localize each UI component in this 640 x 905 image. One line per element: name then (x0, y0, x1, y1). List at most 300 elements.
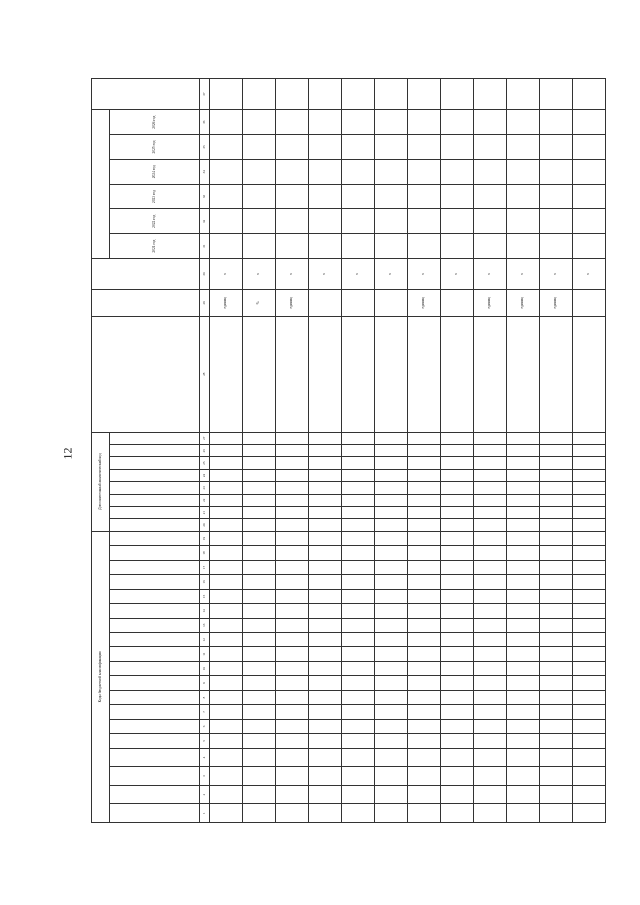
code-cell (210, 531, 243, 546)
value-cell (210, 159, 243, 184)
code-cell (507, 432, 540, 444)
column-number: 2 (200, 785, 210, 804)
code-cell (507, 618, 540, 632)
code-cell (375, 719, 408, 733)
code-cell (573, 719, 606, 733)
code-cell (540, 633, 573, 647)
value-cell (408, 159, 441, 184)
code-cell (474, 531, 507, 546)
code-cell (441, 589, 474, 603)
code-cell (210, 633, 243, 647)
code-cell (309, 457, 342, 469)
value-cell (474, 209, 507, 234)
target-cell (474, 79, 507, 110)
code-cell (342, 719, 375, 733)
code-cell (375, 457, 408, 469)
table-row (276, 79, 309, 823)
code-cell (507, 804, 540, 823)
value-cell (573, 209, 606, 234)
code-subheader (110, 785, 200, 804)
code-cell (243, 575, 276, 589)
code-cell (540, 506, 573, 518)
code-cell (375, 676, 408, 690)
code-cell (276, 560, 309, 574)
code-cell (309, 661, 342, 675)
code-cell (309, 494, 342, 506)
column-number: 7 (200, 705, 210, 719)
code-cell (243, 676, 276, 690)
code-cell (507, 633, 540, 647)
code-cell (342, 457, 375, 469)
code-cell (540, 748, 573, 767)
value-cell (243, 159, 276, 184)
code-cell (573, 469, 606, 481)
code-cell (507, 531, 540, 546)
code-cell (408, 804, 441, 823)
table-container (91, 78, 591, 823)
code-cell (474, 705, 507, 719)
unit-cell: единиц (507, 290, 540, 317)
value-cell (474, 184, 507, 209)
table-row (210, 79, 243, 823)
code-cell (342, 494, 375, 506)
strategic-cell: х (276, 259, 309, 290)
code-cell (507, 560, 540, 574)
code-cell (474, 647, 507, 661)
code-subheader (110, 618, 200, 632)
code-cell (474, 546, 507, 560)
code-cell (276, 604, 309, 618)
code-cell (441, 575, 474, 589)
value-cell (375, 234, 408, 259)
code-cell (342, 767, 375, 786)
code-cell (210, 618, 243, 632)
unit-cell (309, 290, 342, 317)
value-cell (540, 184, 573, 209)
column-number: 14 (200, 604, 210, 618)
code-cell (408, 719, 441, 733)
code-cell (441, 546, 474, 560)
strategic-cell: х (243, 259, 276, 290)
code-cell (540, 546, 573, 560)
code-cell (276, 531, 309, 546)
value-cell (441, 110, 474, 135)
code-cell (243, 647, 276, 661)
code-cell (441, 785, 474, 804)
code-cell (276, 748, 309, 767)
column-number: 29 (200, 290, 210, 317)
code-cell (573, 506, 606, 518)
value-cell (309, 234, 342, 259)
code-cell (507, 445, 540, 457)
code-cell (573, 676, 606, 690)
code-cell (375, 633, 408, 647)
code-cell (276, 785, 309, 804)
code-subheader (110, 506, 200, 518)
column-number: 9 (200, 676, 210, 690)
indicator-name (375, 316, 408, 432)
code-cell (474, 560, 507, 574)
code-cell (540, 482, 573, 494)
code-cell (243, 734, 276, 748)
value-cell (276, 209, 309, 234)
code-cell (276, 618, 309, 632)
code-cell (507, 661, 540, 675)
column-number: 8 (200, 690, 210, 704)
code-cell (540, 445, 573, 457)
code-subheader (110, 432, 200, 444)
code-cell (408, 589, 441, 603)
code-cell (342, 604, 375, 618)
code-cell (474, 469, 507, 481)
code-cell (540, 719, 573, 733)
table-row (342, 79, 375, 823)
code-cell (441, 734, 474, 748)
value-cell (540, 110, 573, 135)
code-cell (573, 804, 606, 823)
column-number: 23 (200, 482, 210, 494)
column-number: 28 (200, 316, 210, 432)
code-cell (243, 546, 276, 560)
code-cell (408, 531, 441, 546)
value-cell (474, 135, 507, 160)
unit-cell: единиц (540, 290, 573, 317)
code-cell (342, 519, 375, 531)
code-cell (474, 506, 507, 518)
column-number: 32 (200, 209, 210, 234)
value-cell (408, 209, 441, 234)
value-cell (342, 209, 375, 234)
code-cell (474, 734, 507, 748)
strategic-cell: х (309, 259, 342, 290)
code-cell (210, 719, 243, 733)
code-cell (474, 748, 507, 767)
code-cell (540, 705, 573, 719)
table-row (309, 79, 342, 823)
strategic-cell: х (408, 259, 441, 290)
code-cell (540, 589, 573, 603)
code-subheader (110, 690, 200, 704)
year-header: 2025 год (110, 135, 200, 160)
target-cell (408, 79, 441, 110)
target-header (92, 79, 200, 110)
code-cell (276, 767, 309, 786)
code-cell (342, 804, 375, 823)
code-cell (441, 560, 474, 574)
code-cell (243, 767, 276, 786)
code-cell (474, 604, 507, 618)
code-cell (540, 575, 573, 589)
code-cell (507, 604, 540, 618)
code-cell (342, 734, 375, 748)
column-number: 13 (200, 618, 210, 632)
code-cell (210, 748, 243, 767)
value-cell (309, 184, 342, 209)
value-cell (309, 110, 342, 135)
code-cell (342, 705, 375, 719)
code-cell (573, 604, 606, 618)
code-cell (540, 604, 573, 618)
code-cell (243, 604, 276, 618)
code-cell (210, 432, 243, 444)
code-cell (309, 432, 342, 444)
code-cell (375, 575, 408, 589)
code-cell (342, 633, 375, 647)
code-cell (441, 705, 474, 719)
code-cell (540, 767, 573, 786)
code-cell (441, 506, 474, 518)
code-cell (573, 647, 606, 661)
code-cell (474, 661, 507, 675)
code-cell (342, 531, 375, 546)
value-cell (309, 159, 342, 184)
code-cell (507, 647, 540, 661)
code-cell (276, 546, 309, 560)
code-cell (243, 589, 276, 603)
indicator-name (573, 316, 606, 432)
code-cell (309, 804, 342, 823)
code-cell (243, 506, 276, 518)
value-cell (573, 159, 606, 184)
code-cell (309, 719, 342, 733)
code-cell (309, 647, 342, 661)
code-cell (573, 618, 606, 632)
indicator-name (276, 316, 309, 432)
code-cell (210, 604, 243, 618)
target-cell (276, 79, 309, 110)
strategic-cell: х (573, 259, 606, 290)
code-cell (375, 647, 408, 661)
code-cell (309, 676, 342, 690)
code-cell (507, 506, 540, 518)
code-cell (375, 734, 408, 748)
code-cell (540, 457, 573, 469)
rotated-sheet (91, 78, 591, 823)
code-cell (375, 546, 408, 560)
code-cell (441, 647, 474, 661)
code-subheader (110, 482, 200, 494)
column-number: 22 (200, 494, 210, 506)
code-cell (276, 804, 309, 823)
code-cell (408, 482, 441, 494)
unit-cell: единиц (474, 290, 507, 317)
code-cell (441, 469, 474, 481)
code-cell (408, 445, 441, 457)
code-cell (276, 633, 309, 647)
indicator-name-header (92, 316, 200, 432)
code-cell (441, 633, 474, 647)
additional-codes-header: Дополнительный аналитический код (92, 432, 110, 531)
code-cell (540, 734, 573, 748)
code-subheader (110, 767, 200, 786)
code-subheader (110, 519, 200, 531)
code-cell (309, 445, 342, 457)
code-cell (441, 676, 474, 690)
code-subheader (110, 531, 200, 546)
code-cell (375, 560, 408, 574)
code-cell (474, 482, 507, 494)
code-cell (408, 575, 441, 589)
code-cell (276, 519, 309, 531)
code-cell (210, 560, 243, 574)
unit-cell (573, 290, 606, 317)
value-cell (309, 135, 342, 160)
unit-cell: % (243, 290, 276, 317)
code-cell (474, 690, 507, 704)
value-cell (441, 234, 474, 259)
code-cell (210, 519, 243, 531)
value-cell (573, 135, 606, 160)
code-cell (507, 575, 540, 589)
code-cell (309, 604, 342, 618)
column-number: 15 (200, 589, 210, 603)
code-cell (276, 690, 309, 704)
value-cell (474, 110, 507, 135)
code-cell (408, 519, 441, 531)
code-cell (474, 589, 507, 603)
value-cell (474, 159, 507, 184)
column-number: 3 (200, 767, 210, 786)
code-cell (507, 469, 540, 481)
code-subheader (110, 604, 200, 618)
code-cell (408, 676, 441, 690)
code-cell (276, 734, 309, 748)
value-cell (507, 184, 540, 209)
budget-codes-header: Коды бюджетной классификации (92, 531, 110, 822)
code-cell (342, 785, 375, 804)
column-number: 34 (200, 159, 210, 184)
code-cell (507, 734, 540, 748)
value-cell (210, 135, 243, 160)
target-cell (375, 79, 408, 110)
code-cell (507, 519, 540, 531)
code-cell (474, 457, 507, 469)
value-cell (441, 135, 474, 160)
value-cell (342, 135, 375, 160)
code-cell (375, 445, 408, 457)
code-cell (408, 748, 441, 767)
column-number: 11 (200, 647, 210, 661)
code-cell (243, 705, 276, 719)
code-cell (375, 519, 408, 531)
value-cell (441, 184, 474, 209)
unit-cell: единиц (276, 290, 309, 317)
code-cell (375, 804, 408, 823)
table-body (200, 79, 606, 823)
code-subheader (110, 575, 200, 589)
column-number: 1 (200, 804, 210, 823)
code-cell (507, 494, 540, 506)
page-number: 12 (60, 447, 75, 460)
value-cell (210, 234, 243, 259)
code-cell (573, 705, 606, 719)
code-cell (309, 618, 342, 632)
code-cell (375, 469, 408, 481)
column-number: 18 (200, 546, 210, 560)
indicator-name (474, 316, 507, 432)
code-cell (408, 767, 441, 786)
unit-header (92, 290, 200, 317)
code-cell (573, 661, 606, 675)
column-number-row (200, 79, 210, 823)
code-cell (375, 618, 408, 632)
code-cell (342, 432, 375, 444)
table-row (573, 79, 606, 823)
code-cell (507, 785, 540, 804)
code-cell (309, 560, 342, 574)
code-cell (210, 647, 243, 661)
value-cell (375, 159, 408, 184)
code-cell (441, 804, 474, 823)
value-cell (507, 110, 540, 135)
column-number: 4 (200, 748, 210, 767)
code-cell (573, 445, 606, 457)
code-cell (210, 785, 243, 804)
header-row-1 (92, 79, 110, 823)
value-cell (408, 110, 441, 135)
code-cell (573, 785, 606, 804)
code-cell (573, 546, 606, 560)
target-cell (210, 79, 243, 110)
value-cell (540, 209, 573, 234)
code-cell (408, 546, 441, 560)
code-cell (309, 531, 342, 546)
code-cell (540, 531, 573, 546)
code-subheader (110, 705, 200, 719)
code-cell (408, 432, 441, 444)
code-cell (342, 647, 375, 661)
code-cell (573, 457, 606, 469)
code-cell (507, 705, 540, 719)
code-cell (210, 767, 243, 786)
year-header: 2022 год (110, 209, 200, 234)
code-cell (276, 445, 309, 457)
code-cell (210, 445, 243, 457)
value-cell (375, 209, 408, 234)
unit-cell (441, 290, 474, 317)
column-number: 5 (200, 734, 210, 748)
code-subheader (110, 494, 200, 506)
code-cell (342, 575, 375, 589)
value-cell (441, 159, 474, 184)
code-cell (540, 432, 573, 444)
header-row-2 (110, 79, 200, 823)
code-cell (573, 767, 606, 786)
table-row (507, 79, 540, 823)
code-cell (573, 690, 606, 704)
value-cell (507, 159, 540, 184)
code-cell (375, 589, 408, 603)
code-cell (441, 618, 474, 632)
code-cell (408, 785, 441, 804)
code-cell (408, 457, 441, 469)
code-cell (276, 482, 309, 494)
code-cell (408, 705, 441, 719)
table-row (375, 79, 408, 823)
code-cell (210, 690, 243, 704)
code-cell (474, 618, 507, 632)
year-header: 2026 год (110, 110, 200, 135)
code-cell (474, 767, 507, 786)
code-cell (276, 719, 309, 733)
code-cell (210, 482, 243, 494)
code-cell (474, 494, 507, 506)
code-subheader (110, 804, 200, 823)
column-number: 35 (200, 135, 210, 160)
column-number: 24 (200, 469, 210, 481)
code-cell (507, 767, 540, 786)
code-cell (342, 676, 375, 690)
